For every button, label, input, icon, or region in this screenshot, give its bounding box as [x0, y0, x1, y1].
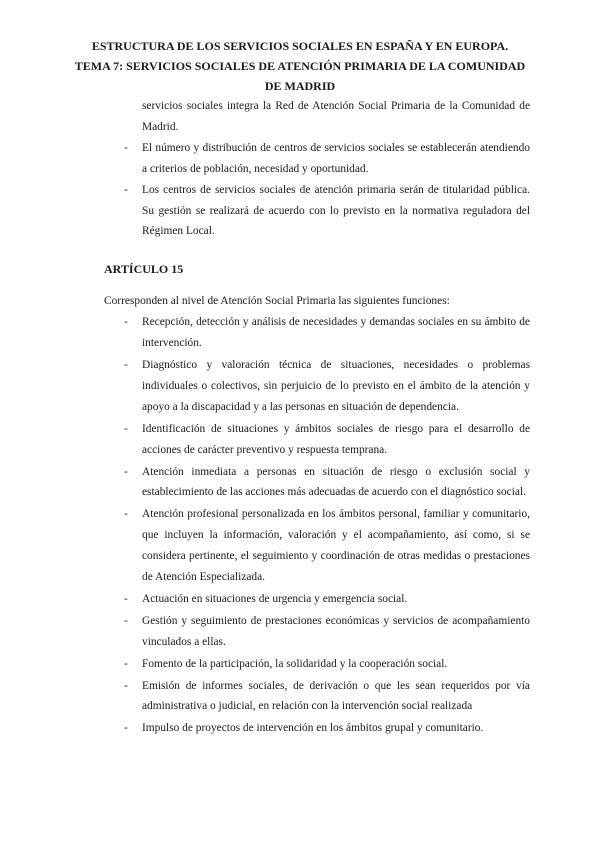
bullet-dash: - [124, 183, 128, 196]
bullet-dash: - [124, 422, 128, 435]
bullet-dash: - [124, 657, 128, 670]
list-item-text: Actuación en situaciones de urgencia y emergencia social. [142, 592, 408, 605]
header-line-3: DE MADRID [264, 79, 336, 93]
document-body [104, 96, 530, 740]
list-item [104, 611, 530, 653]
list-item-text: Identificación de situaciones y ámbitos sociales de riesgo para el desarrollo de acciones de carácter preventivo y respuesta temprana. [142, 422, 530, 456]
bullet-dash: - [124, 679, 128, 692]
list-item-text: Recepción, detección y análisis de necesidades y demandas sociales en su ámbito de intervención. [142, 316, 530, 350]
header-line-1: ESTRUCTURA DE LOS SERVICIOS SOCIALES EN ESPAÑA Y EN EUROPA. [91, 39, 509, 53]
bullet-dash: - [124, 465, 128, 478]
list-item [104, 718, 530, 739]
continuation-paragraph: servicios sociales integra la Red de Atención Social Primaria de la Comunidad de Madrid. [142, 100, 530, 133]
list-item [104, 138, 530, 180]
list-item-text: Atención inmediata a personas en situación de riesgo o exclusión social y establecimiento de las acciones más adecuadas de acuerdo con el diagnóstico social. [142, 465, 530, 499]
list-item-text: Gestión y seguimiento de prestaciones económicas y servicios de acompañamiento vinculados a ellas. [142, 614, 530, 648]
list-item-text: Emisión de informes sociales, de derivación o que les sean requeridos por vía administrativa o judicial, en relación con la intervención social realizada [142, 679, 530, 713]
list-item-text: Diagnóstico y valoración técnica de situaciones, necesidades o problemas individuales o colectivos, sin perjuicio de lo previsto en el ámbito de la atención y apoyo a la discapacidad y a las personas en situación de dependencia. [142, 358, 530, 413]
list-item [104, 462, 530, 504]
list-item [104, 676, 530, 718]
list-item-text: El número y distribución de centros de servicios sociales se establecerán atendiendo a criterios de población, necesidad y oportunidad. [142, 141, 530, 175]
bullet-dash: - [124, 508, 128, 521]
header-line-2: TEMA 7: SERVICIOS SOCIALES DE ATENCIÓN PRIMARIA DE LA COMUNIDAD [74, 59, 526, 73]
bullet-dash: - [124, 614, 128, 627]
article-title: ARTÍCULO 15 [104, 262, 184, 277]
list-item-text: Impulso de proyectos de intervención en los ámbitos grupal y comunitario. [142, 722, 484, 735]
list-item [104, 180, 530, 243]
article-intro: Corresponden al nivel de Atención Social Primaria las siguientes funciones: [104, 295, 450, 308]
list-item-text: Los centros de servicios sociales de atención primaria serán de titularidad pública. Su gestión se realizará de acuerdo con lo previsto en la normativa reguladora del Régimen Local. [142, 183, 530, 238]
article-functions-list [104, 312, 530, 739]
list-item-text: Atención profesional personalizada en los ámbitos personal, familiar y comunitario, que incluyen la información, valoración y el acompañamiento, así como, si se considera pertinente, el seguimiento y coordinación de otras medidas o prestaciones de Atención Especializada. [142, 508, 530, 584]
bullet-dash: - [124, 358, 128, 371]
previous-article-list [104, 138, 530, 243]
list-item [104, 589, 530, 610]
document-header [70, 36, 530, 96]
bullet-dash: - [124, 722, 128, 735]
bullet-dash: - [124, 592, 128, 605]
bullet-dash: - [124, 141, 128, 154]
list-item [104, 654, 530, 675]
list-item [104, 312, 530, 354]
list-item-text: Fomento de la participación, la solidaridad y la cooperación social. [142, 657, 448, 670]
list-item [104, 504, 530, 588]
bullet-dash: - [124, 316, 128, 329]
list-item [104, 419, 530, 461]
list-item [104, 355, 530, 418]
